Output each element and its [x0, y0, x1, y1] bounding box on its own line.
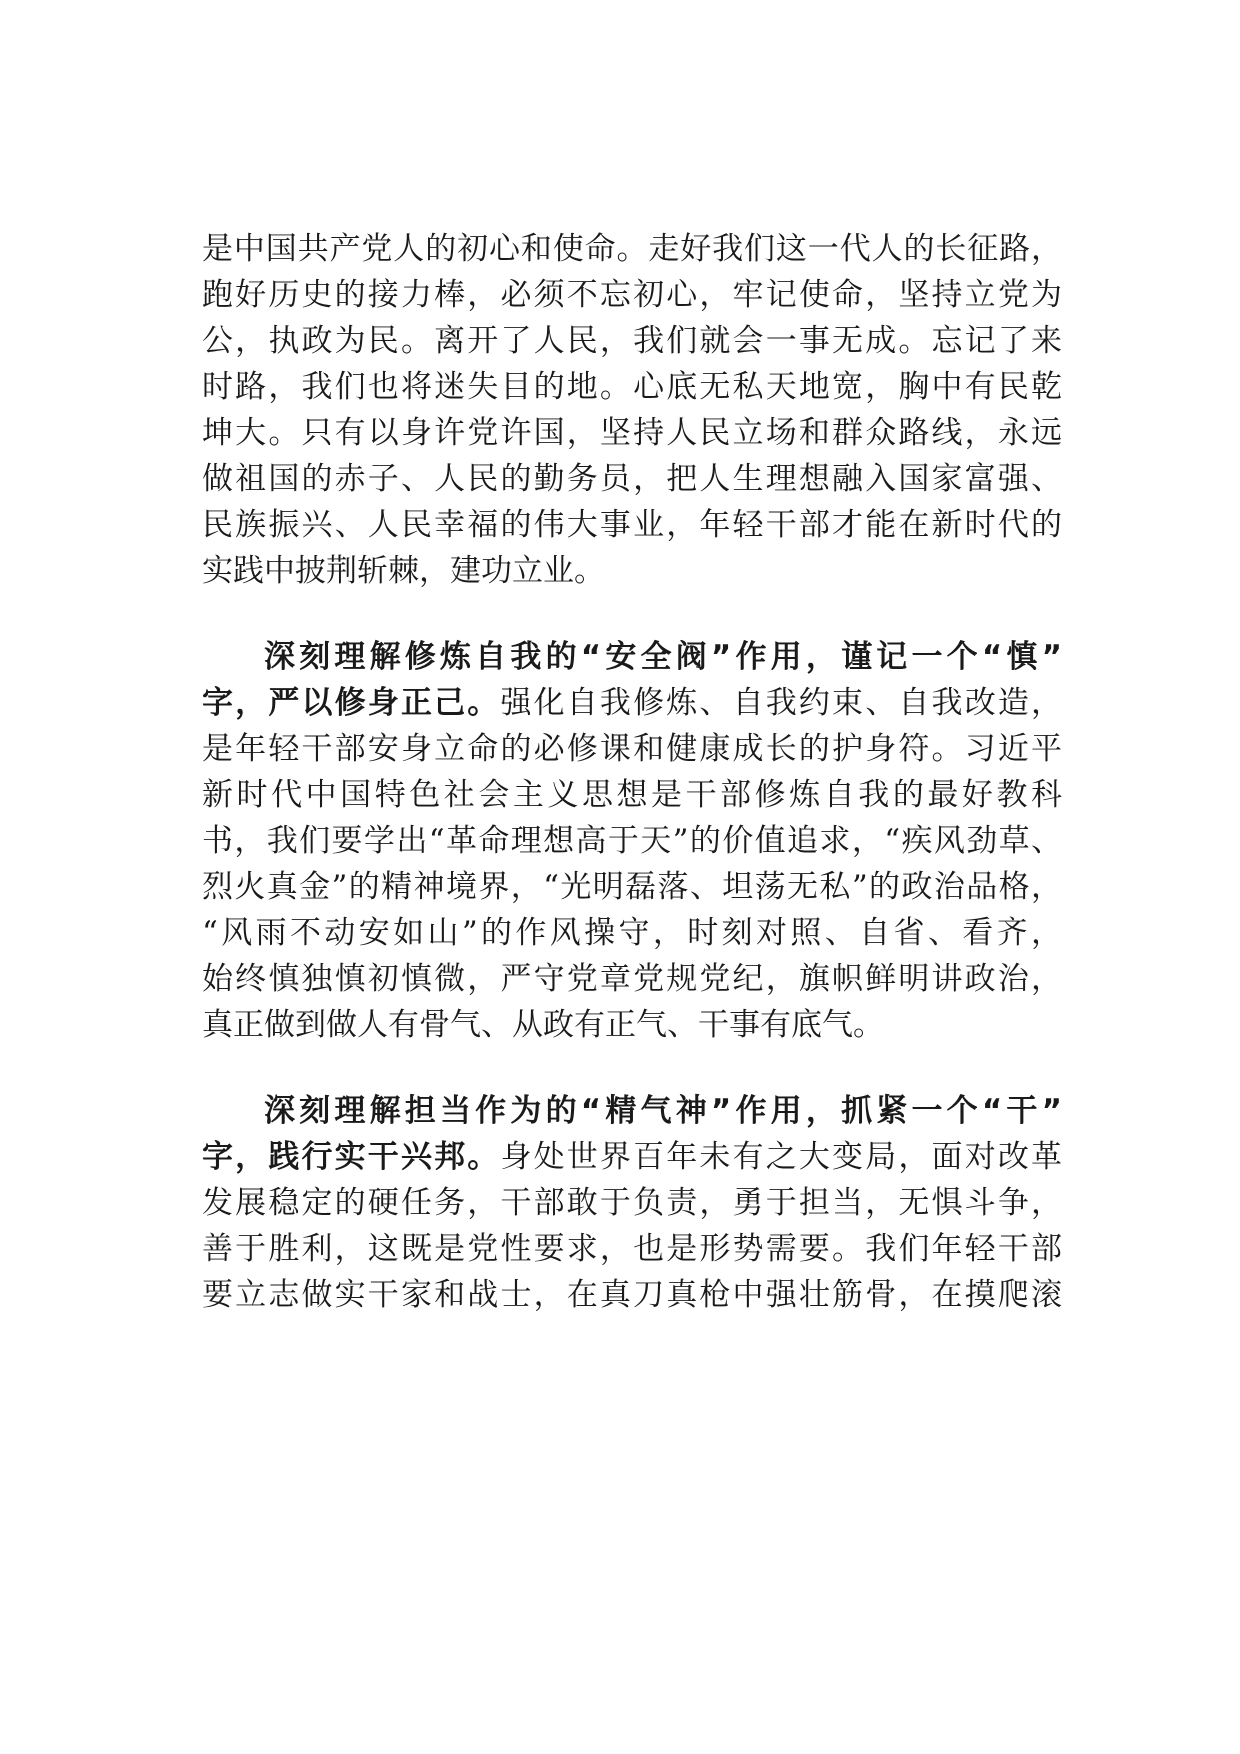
text-line: 是年轻干部安身立命的必修课和健康成长的护身符。习近平 [202, 731, 1062, 767]
bold-heading: 深刻理解担当作为的“精气神”作用，抓紧一个“干” [264, 1093, 1062, 1129]
text-line: 做祖国的赤子、人民的勤务员，把人生理想融入国家富强、 [202, 461, 1062, 497]
text-line: 民族振兴、人民幸福的伟大事业，年轻干部才能在新时代的 [202, 507, 1062, 543]
text-line: 实践中披荆斩棘，建功立业。 [202, 553, 605, 589]
heading-line [202, 1088, 1062, 1134]
text-line: 要立志做实干家和战士，在真刀真枪中强壮筋骨，在摸爬滚 [202, 1277, 1062, 1313]
text-line: 时路，我们也将迷失目的地。心底无私天地宽，胸中有民乾 [202, 369, 1062, 405]
text-line: “风雨不动安如山”的作风操守，时刻对照、自省、看齐， [202, 915, 1062, 951]
text-line: 善于胜利，这既是党性要求，也是形势需要。我们年轻干部 [202, 1231, 1062, 1267]
paragraph-gap [202, 1048, 1062, 1088]
bold-heading: 字，严以修身正己。 [202, 685, 501, 721]
heading-line [202, 634, 1062, 680]
text-line: 始终慎独慎初慎微，严守党章党规党纪，旗帜鲜明讲政治， [202, 961, 1062, 997]
paragraph-1 [202, 226, 1062, 594]
bold-heading: 深刻理解修炼自我的“安全阀”作用，谨记一个“慎” [264, 639, 1062, 675]
bold-heading: 字，践行实干兴邦。 [202, 1139, 501, 1175]
text-line: 跑好历史的接力棒，必须不忘初心，牢记使命，坚持立党为 [202, 277, 1062, 313]
text-line: 真正做到做人有骨气、从政有正气、干事有底气。 [202, 1007, 884, 1043]
text-line: 字，践行实干兴邦。身处世界百年未有之大变局，面对改革 [202, 1139, 1062, 1175]
text-line: 书，我们要学出“革命理想高于天”的价值追求，“疾风劲草、 [202, 823, 1062, 859]
text-line: 是中国共产党人的初心和使命。走好我们这一代人的长征路， [202, 231, 1062, 267]
text-line: 发展稳定的硬任务，干部敢于负责，勇于担当，无惧斗争， [202, 1185, 1062, 1221]
document-body [202, 226, 1062, 1318]
text-line: 公，执政为民。离开了人民，我们就会一事无成。忘记了来 [202, 323, 1062, 359]
paragraph-2 [202, 634, 1062, 1048]
text-line: 字，严以修身正己。强化自我修炼、自我约束、自我改造， [202, 685, 1062, 721]
text-line: 坤大。只有以身许党许国，坚持人民立场和群众路线，永远 [202, 415, 1062, 451]
paragraph-gap [202, 594, 1062, 634]
text-line: 烈火真金”的精神境界，“光明磊落、坦荡无私”的政治品格， [202, 869, 1062, 905]
paragraph-3 [202, 1088, 1062, 1318]
text-line: 新时代中国特色社会主义思想是干部修炼自我的最好教科 [202, 777, 1062, 813]
